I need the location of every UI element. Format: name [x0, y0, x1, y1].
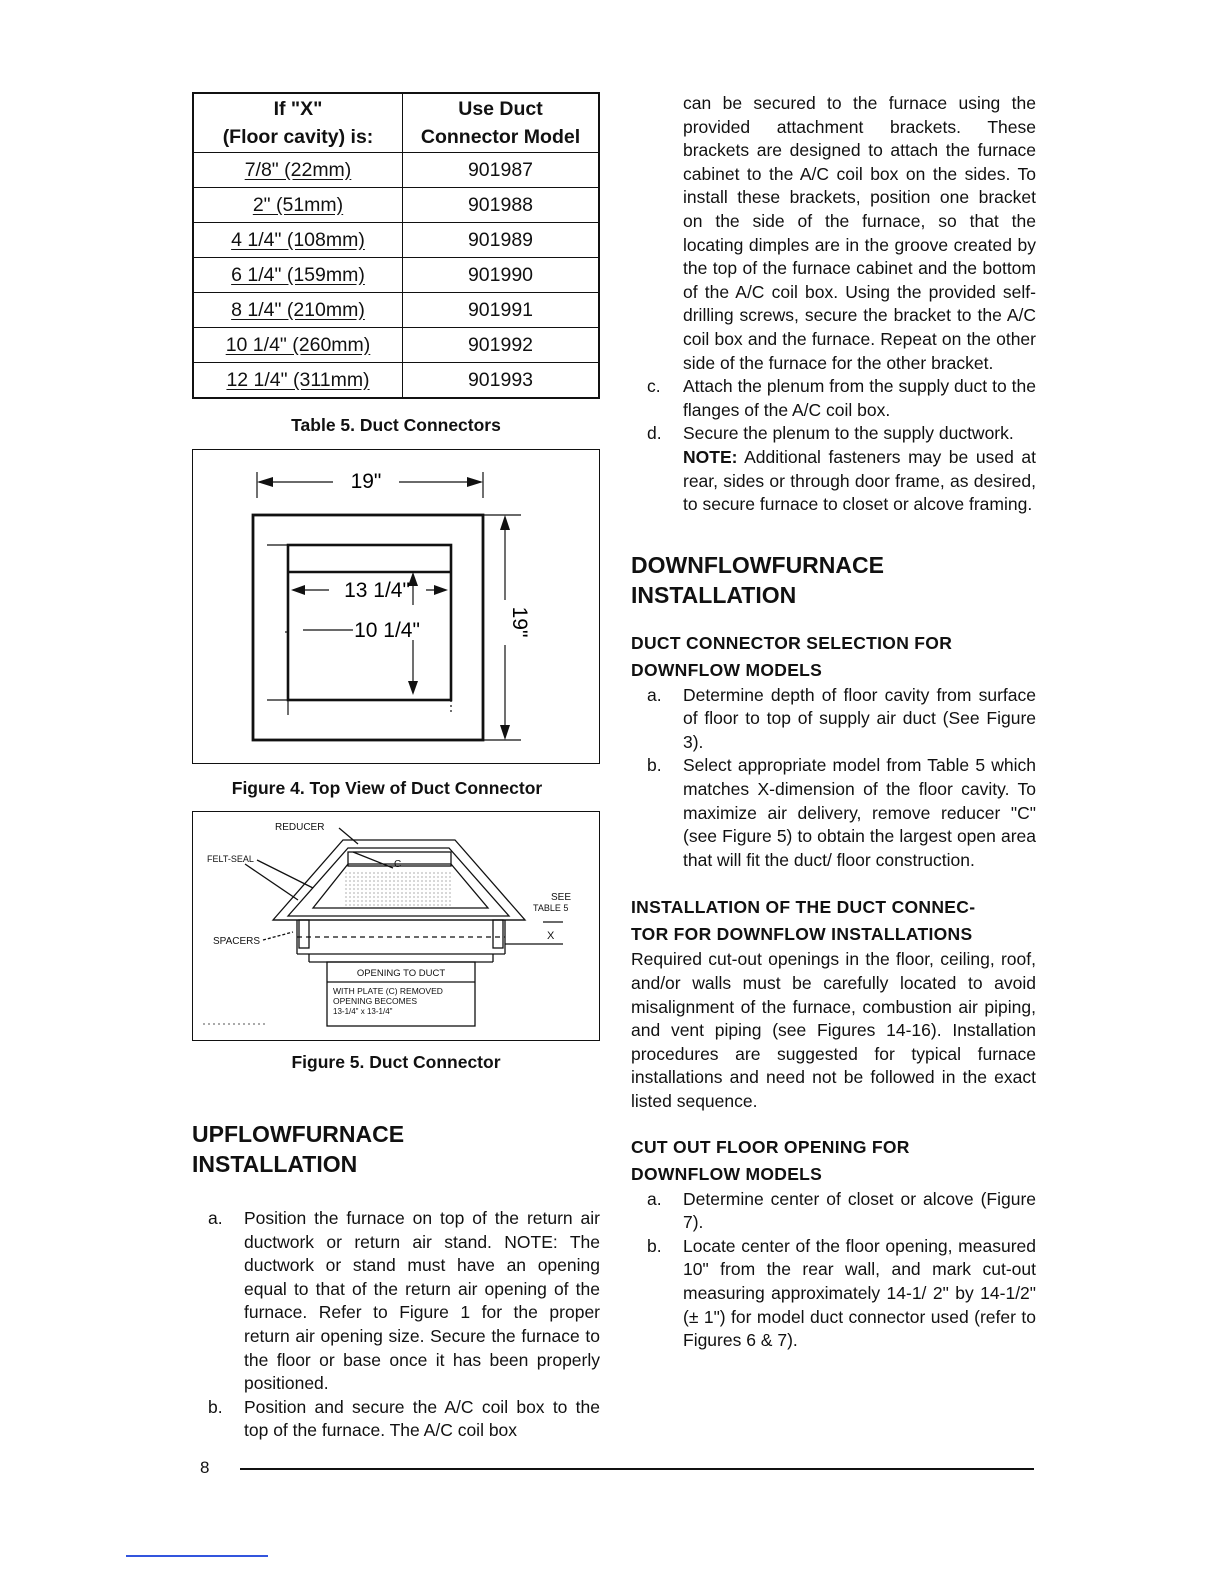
left-column: [192, 92, 600, 1443]
list-label: b.: [208, 1396, 223, 1417]
heading-line: CUT OUT FLOOR OPENING FOR: [631, 1136, 910, 1157]
label-c: C: [394, 859, 402, 870]
list-label: d.: [647, 423, 662, 444]
note-text: Additional fasteners may be used at rear, sides or through door frame, as desired, to secure furnace to closet or alcove framing.: [683, 446, 1036, 515]
list-item: [192, 1396, 600, 1443]
cut-out-heading: [631, 1134, 1036, 1188]
list-label: a.: [647, 684, 662, 705]
duct-connector-table: [192, 92, 600, 399]
header-line: (Floor cavity) is:: [222, 126, 374, 148]
dim-side-label: 19": [508, 606, 531, 638]
floor-cavity-value: 4 1/4" (108mm): [231, 228, 365, 251]
list-item: [631, 1235, 1036, 1353]
page-number: 8: [200, 1458, 210, 1477]
list-label: a.: [647, 1188, 662, 1209]
continued-text: can be secured to the furnace using the provided attachment brackets. These brackets are designed to attach the furnace cabinet to the A/C coil box on the sides. To install these brackets, position one bracket on the side of the furnace, so that the locating dimples are in the groove created by the top of the furnace cabinet and the bottom of the A/C coil box. Using the provided self-drilling screws, secure the bracket to the A/C coil box and the furnace. Repeat on the other side of the furnace for the other bracket.: [683, 93, 1036, 373]
box-line-1: WITH PLATE (C) REMOVED: [333, 986, 443, 996]
list-text: Select appropriate model from Table 5 which matches X-dimension of the floor cavity. To maximize air delivery, remove reducer "C" (see Figure 5) to obtain the largest open area that will fit the duct/ floor construction.: [683, 755, 1036, 870]
model-cell: 901993: [403, 363, 600, 399]
list-label: c.: [647, 376, 661, 397]
table-row: [193, 328, 599, 363]
table-row: [193, 188, 599, 223]
figure-4-caption: Figure 4. Top View of Duct Connector: [231, 778, 543, 798]
upflow-list: [192, 1207, 600, 1443]
label-spacers: SPACERS: [213, 936, 261, 947]
floor-cavity-value: 2" (51mm): [252, 193, 344, 216]
table-row: [193, 293, 599, 328]
duct-connector-diagram: [193, 812, 599, 1040]
heading-line: DOWNFLOW MODELS: [631, 1163, 823, 1184]
installation-heading: [631, 894, 1036, 948]
footer-rule: [240, 1468, 1034, 1470]
heading-line: UPFLOWFURNACE: [192, 1121, 405, 1147]
model-cell: 901990: [403, 258, 600, 293]
list-text: Position and secure the A/C coil box to the top of the furnace. The A/C coil box: [244, 1396, 600, 1441]
list-text: Determine center of closet or alcove (Figure 7).: [683, 1188, 1036, 1233]
header-line: If "X": [273, 98, 323, 120]
right-column: [631, 92, 1036, 1353]
figure-4: [192, 449, 600, 764]
upflow-section: [192, 1119, 600, 1443]
box-line-3: 13-1/4" x 13-1/4": [333, 1007, 393, 1016]
floor-cavity-cell: [193, 223, 403, 258]
list-item: [631, 1188, 1036, 1235]
heading-line: INSTALLATION: [192, 1151, 358, 1177]
item-d-text: Secure the plenum to the supply ductwork.: [683, 423, 1014, 444]
list-label: b.: [647, 755, 662, 776]
dim-top-label: 19": [350, 470, 382, 493]
installation-paragraph: Required cut-out openings in the floor, ceiling, roof, and/or walls must be carefully located to avoid misalignment of the furnace, combustion air piping, and vent piping (see Figures 14-16). Installation procedures are suggested for typical furnace installations and need not be followed in the exact listed sequence.: [631, 949, 1036, 1111]
list-label: a.: [208, 1208, 223, 1228]
table-header-floor-cavity: [193, 93, 403, 153]
figure-5: [192, 811, 600, 1041]
downflow-heading: [631, 550, 1036, 610]
table-row: [193, 363, 599, 399]
table-header-row: [193, 93, 599, 153]
heading-line: DOWNFLOW MODELS: [631, 659, 823, 680]
header-line: Use Duct: [458, 98, 543, 120]
heading-line: DOWNFLOWFURNACE: [631, 551, 884, 578]
model-cell: 901988: [403, 188, 600, 223]
heading-line: INSTALLATION OF THE DUCT CONNEC-: [631, 897, 976, 918]
list-text: Attach the plenum from the supply duct to the flanges of the A/C coil box.: [683, 376, 1036, 420]
model-cell: 901992: [403, 328, 600, 363]
label-felt-seal: FELT-SEAL: [207, 854, 254, 864]
floor-cavity-cell: [193, 363, 403, 399]
list-label: b.: [647, 1235, 662, 1256]
list-item: [631, 375, 1036, 422]
list-text: Determine depth of floor cavity from surface of floor to top of supply air duct (See Figure 3).: [683, 684, 1036, 752]
label-see: SEE: [551, 892, 572, 903]
table-header-model: [403, 93, 600, 153]
note-label: NOTE:: [683, 446, 738, 467]
floor-cavity-value: 12 1/4" (311mm): [226, 368, 370, 391]
heading-line: DUCT CONNECTOR SELECTION FOR: [631, 632, 953, 653]
list-item: [631, 422, 1036, 516]
list-text: Position the furnace on top of the return air ductwork or return air stand. NOTE: The ductwork or stand must have an opening equal to that of the return air opening of the furnace. Refer to Figure 1 for the proper return air opening size. Secure the furnace to the floor or base once it has been properly positioned.: [244, 1208, 600, 1394]
label-reducer: REDUCER: [275, 822, 325, 833]
list-text: Locate center of the floor opening, measured 10" from the rear wall, and mark cut-out measuring approximately 14-1/ 2" by 14-1/2" (± 1") for model duct connector used (refer to Figures 6 & 7).: [683, 1235, 1036, 1351]
heading-line: TOR FOR DOWNFLOW INSTALLATIONS: [631, 924, 973, 945]
list-item: [631, 684, 1036, 755]
dim-inner-depth-label: 10 1/4": [354, 619, 420, 642]
model-cell: 901987: [403, 153, 600, 188]
label-x: X: [547, 930, 555, 942]
upflow-heading: [192, 1119, 600, 1179]
floor-cavity-value: 7/8" (22mm): [244, 158, 352, 181]
table-row: [193, 258, 599, 293]
floor-cavity-cell: [193, 153, 403, 188]
list-text: [683, 422, 1036, 516]
box-title: OPENING TO DUCT: [356, 968, 446, 979]
floor-cavity-cell: [193, 328, 403, 363]
box-line-2: OPENING BECOMES: [333, 996, 418, 1006]
table-row: [193, 223, 599, 258]
list-item: [192, 1207, 600, 1396]
model-cell: 901991: [403, 293, 600, 328]
list-item: [631, 754, 1036, 872]
table-caption: Table 5. Duct Connectors: [291, 415, 501, 435]
model-cell: 901989: [403, 223, 600, 258]
header-line: Connector Model: [420, 126, 581, 148]
table-body: [193, 153, 599, 399]
floor-cavity-cell: [193, 293, 403, 328]
floor-cavity-value: 6 1/4" (159mm): [231, 263, 365, 286]
duct-connector-top-view-diagram: [193, 450, 599, 763]
label-table-5: TABLE 5: [533, 903, 569, 913]
heading-line: INSTALLATION: [631, 581, 797, 608]
table-row: [193, 153, 599, 188]
selection-heading: [631, 630, 1036, 684]
figure-5-caption: Figure 5. Duct Connector: [291, 1052, 501, 1072]
floor-cavity-cell: [193, 188, 403, 223]
floor-cavity-value: 10 1/4" (260mm): [225, 333, 371, 356]
link-underline: [126, 1555, 268, 1557]
floor-cavity-value: 8 1/4" (210mm): [231, 298, 365, 321]
floor-cavity-cell: [193, 258, 403, 293]
dim-inner-width-label: 13 1/4": [344, 579, 410, 602]
